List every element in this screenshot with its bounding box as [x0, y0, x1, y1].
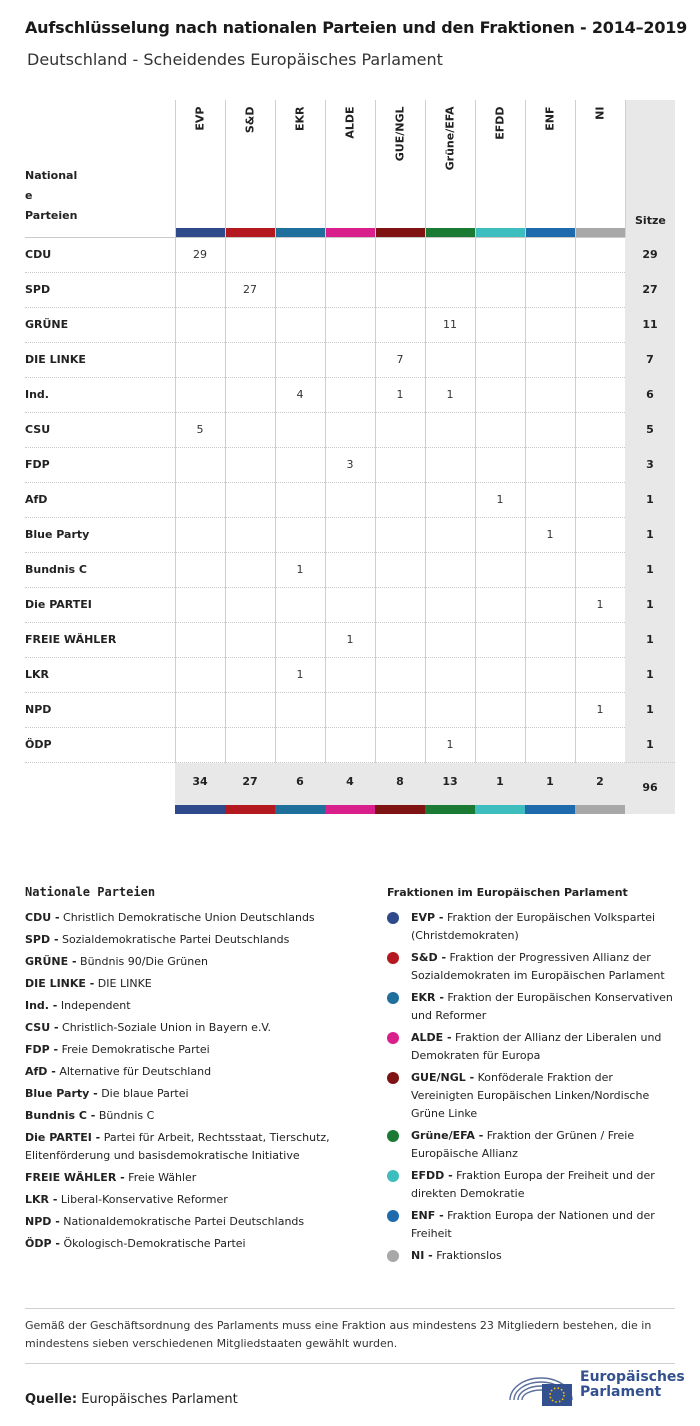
party-desc: Sozialdemokratische Partei Deutschlands: [58, 933, 290, 946]
group-color-dot-icon: [387, 1250, 399, 1262]
group-legend-item: [387, 1207, 677, 1243]
seat-cell: 1: [446, 738, 454, 751]
group-desc: Fraktion der Europäischen Konservativen und Reformer: [411, 991, 673, 1022]
group-color-dot-icon: [387, 912, 399, 924]
party-desc: Bündnis C: [95, 1109, 155, 1122]
party-abbr: AfD -: [25, 1065, 56, 1078]
group-legend-item: [387, 1029, 677, 1065]
seat-cell: 1: [596, 703, 604, 716]
seat-cell: 1: [296, 668, 304, 681]
party-desc: Bündnis 90/Die Grünen: [76, 955, 208, 968]
group-total: 4: [325, 763, 375, 805]
party-abbr: Ind. -: [25, 999, 58, 1012]
party-name: AfD: [25, 493, 48, 506]
group-header-5: [425, 100, 475, 237]
seat-cell: 1: [546, 528, 554, 541]
group-header-label: S&D: [243, 106, 257, 134]
table-row: [25, 552, 675, 587]
party-name: FDP: [25, 458, 50, 471]
page-subtitle: Deutschland - Scheidendes Europäisches Parlament: [27, 50, 443, 69]
group-color-bar: [175, 805, 225, 814]
totals-row: [25, 762, 675, 813]
party-abbr: CSU -: [25, 1021, 59, 1034]
row-total: 1: [625, 517, 675, 553]
table-row: [25, 412, 675, 447]
party-legend-title: Nationale Parteien: [25, 885, 156, 899]
group-color-dot-icon: [387, 1032, 399, 1044]
group-color-bar: [425, 805, 475, 814]
row-total: 6: [625, 377, 675, 413]
party-legend-item: [25, 953, 365, 971]
group-color-dot-icon: [387, 952, 399, 964]
party-name: LKR: [25, 668, 50, 681]
group-total: 1: [475, 763, 525, 805]
group-legend-item: [387, 909, 677, 945]
seat-cell: 7: [396, 353, 404, 366]
seat-cell: 29: [193, 248, 207, 261]
party-abbr: GRÜNE -: [25, 955, 77, 968]
group-color-dot-icon: [387, 1072, 399, 1084]
row-header-label: National e Parteien: [25, 169, 78, 222]
seat-cell: 4: [296, 388, 304, 401]
party-name: DIE LINKE: [25, 353, 86, 366]
seat-cell: 11: [443, 318, 457, 331]
group-legend-item: [387, 1069, 677, 1123]
group-color-dot-icon: [387, 1130, 399, 1142]
party-legend-item: [25, 1191, 365, 1209]
group-abbr: ENF -: [411, 1209, 444, 1222]
group-abbr: GUE/NGL -: [411, 1071, 475, 1084]
group-desc: Fraktion der Grünen / Freie Europäische Allianz: [411, 1129, 635, 1160]
group-color-bar: [275, 228, 325, 237]
group-color-bar: [225, 805, 275, 814]
group-header-label: GUE/NGL: [393, 106, 407, 162]
group-header-3: [325, 100, 375, 237]
party-abbr: NPD -: [25, 1215, 60, 1228]
table-body: [25, 237, 675, 762]
row-total: 3: [625, 447, 675, 483]
party-name: NPD: [25, 703, 52, 716]
seat-cell: 1: [296, 563, 304, 576]
party-abbr: FREIE WÄHLER -: [25, 1171, 125, 1184]
row-total: 1: [625, 587, 675, 623]
seat-cell: 3: [346, 458, 354, 471]
source-label: Quelle:: [25, 1392, 78, 1407]
group-abbr: Grüne/EFA -: [411, 1129, 484, 1142]
table-row: [25, 307, 675, 342]
seat-cell: 1: [446, 388, 454, 401]
row-total: 1: [625, 692, 675, 728]
party-desc: Ökologisch-Demokratische Partei: [59, 1237, 246, 1250]
total-column-header: [625, 100, 675, 237]
party-name: CDU: [25, 248, 52, 261]
group-color-bar: [425, 228, 475, 237]
group-total: 13: [425, 763, 475, 805]
row-total: 7: [625, 342, 675, 378]
party-abbr: DIE LINKE -: [25, 977, 95, 990]
group-abbr: EVP -: [411, 911, 444, 924]
party-abbr: Blue Party -: [25, 1087, 98, 1100]
party-name: Ind.: [25, 388, 49, 401]
page-title: Aufschlüsselung nach nationalen Parteien und den Fraktionen - 2014–2019: [25, 18, 688, 37]
group-color-bar: [525, 805, 575, 814]
party-abbr: LKR -: [25, 1193, 58, 1206]
group-color-bar: [525, 228, 575, 237]
logo-line-1: Europäisches: [580, 1369, 685, 1385]
party-legend-item: [25, 1041, 365, 1059]
group-legend-title: Fraktionen im Europäischen Parlament: [387, 886, 628, 899]
party-name: Die PARTEI: [25, 598, 92, 611]
row-total: 1: [625, 622, 675, 658]
group-desc: Fraktionslos: [432, 1249, 502, 1262]
group-total: 34: [175, 763, 225, 805]
party-name: SPD: [25, 283, 51, 296]
group-abbr: NI -: [411, 1249, 433, 1262]
party-desc: Partei für Arbeit, Rechtsstaat, Tierschutz, Elitenförderung und basisdemokratische Initiative: [25, 1131, 330, 1162]
group-color-bar: [325, 805, 375, 814]
group-legend: [387, 886, 677, 1269]
party-legend: [25, 885, 365, 1257]
party-legend-item: [25, 909, 365, 927]
party-desc: Freie Wähler: [124, 1171, 197, 1184]
party-desc: Freie Demokratische Partei: [58, 1043, 210, 1056]
group-header-label: ENF: [543, 106, 557, 131]
group-color-bar: [325, 228, 375, 237]
party-abbr: FDP -: [25, 1043, 59, 1056]
row-total: 1: [625, 552, 675, 588]
group-legend-item: [387, 949, 677, 985]
group-abbr: EFDD -: [411, 1169, 453, 1182]
group-color-bar: [575, 805, 625, 814]
logo-line-2: Parlament: [580, 1384, 662, 1400]
party-name: Blue Party: [25, 528, 90, 541]
party-desc: Independent: [57, 999, 131, 1012]
source-line: [25, 1392, 238, 1407]
row-total: 11: [625, 307, 675, 343]
seat-cell: 1: [596, 598, 604, 611]
table-header: [25, 100, 675, 237]
party-legend-item: [25, 1019, 365, 1037]
group-legend-item: [387, 1167, 677, 1203]
table-row: [25, 727, 675, 762]
group-color-bar: [375, 805, 425, 814]
group-header-2: [275, 100, 325, 237]
group-header-8: [575, 100, 625, 237]
party-desc: Die blaue Partei: [97, 1087, 189, 1100]
table-row: [25, 342, 675, 377]
group-color-bar: [475, 228, 525, 237]
row-total: 1: [625, 727, 675, 763]
party-desc: Alternative für Deutschland: [55, 1065, 212, 1078]
seat-cell: 1: [496, 493, 504, 506]
table-row: [25, 657, 675, 692]
logo-text: [580, 1370, 685, 1400]
seat-cell: 1: [346, 633, 354, 646]
table-row: [25, 517, 675, 552]
party-legend-item: [25, 1107, 365, 1125]
party-desc: Liberal-Konservative Reformer: [57, 1193, 228, 1206]
party-legend-item: [25, 1063, 365, 1081]
group-header-label: NI: [593, 106, 607, 120]
ep-logo: [508, 1369, 685, 1410]
table-row: [25, 692, 675, 727]
party-name: Bundnis C: [25, 563, 87, 576]
party-legend-item: [25, 975, 365, 993]
table-row: [25, 272, 675, 307]
group-color-bar: [175, 228, 225, 237]
table-row: [25, 377, 675, 412]
group-header-7: [525, 100, 575, 237]
group-desc: Konföderale Fraktion der Vereinigten Europäischen Linken/Nordische Grüne Linke: [411, 1071, 650, 1120]
party-name: GRÜNE: [25, 318, 69, 331]
group-abbr: EKR -: [411, 991, 444, 1004]
party-legend-item: [25, 1169, 365, 1187]
party-name: FREIE WÄHLER: [25, 633, 117, 646]
group-header-4: [375, 100, 425, 237]
party-desc: Christlich-Soziale Union in Bayern e.V.: [58, 1021, 272, 1034]
party-desc: DIE LINKE: [94, 977, 152, 990]
party-legend-item: [25, 1085, 365, 1103]
row-total: 1: [625, 482, 675, 518]
group-desc: Fraktion der Europäischen Volkspartei (Christdemokraten): [411, 911, 656, 942]
group-color-bar: [475, 805, 525, 814]
group-total: 2: [575, 763, 625, 805]
group-legend-item: [387, 1247, 677, 1265]
group-total: 1: [525, 763, 575, 805]
group-color-bar: [275, 805, 325, 814]
source-value: Europäisches Parlament: [77, 1392, 238, 1407]
seat-cell: 27: [243, 283, 257, 296]
group-header-6: [475, 100, 525, 237]
parliament-emblem-icon: [508, 1370, 574, 1410]
total-header-label: Sitze: [635, 214, 666, 227]
row-total: 29: [625, 237, 675, 273]
row-total: 1: [625, 657, 675, 693]
group-color-dot-icon: [387, 1210, 399, 1222]
table-row: [25, 447, 675, 482]
seat-cell: 1: [396, 388, 404, 401]
group-header-label: EKR: [293, 106, 307, 132]
party-abbr: CDU -: [25, 911, 60, 924]
group-total: 6: [275, 763, 325, 805]
group-legend-item: [387, 989, 677, 1025]
group-header-label: EFDD: [493, 106, 507, 140]
party-legend-item: [25, 1129, 365, 1165]
table-row: [25, 622, 675, 657]
grand-total: 96: [625, 763, 675, 814]
party-legend-item: [25, 931, 365, 949]
group-abbr: ALDE -: [411, 1031, 452, 1044]
group-desc: Fraktion Europa der Freiheit und der direkten Demokratie: [411, 1169, 655, 1200]
party-abbr: Bundnis C -: [25, 1109, 96, 1122]
group-header-1: [225, 100, 275, 237]
group-total: 8: [375, 763, 425, 805]
table-row: [25, 482, 675, 517]
party-abbr: SPD -: [25, 933, 59, 946]
seat-cell: 5: [196, 423, 204, 436]
group-desc: Fraktion der Allianz der Liberalen und Demokraten für Europa: [411, 1031, 662, 1062]
group-header-label: ALDE: [343, 106, 357, 139]
party-desc: Nationaldemokratische Partei Deutschlands: [59, 1215, 305, 1228]
group-desc: Fraktion der Progressiven Allianz der Sozialdemokraten im Europäischen Parlament: [411, 951, 665, 982]
party-name: ÖDP: [25, 738, 52, 751]
group-header-0: [175, 100, 225, 237]
party-abbr: ÖDP -: [25, 1237, 60, 1250]
table-row: [25, 587, 675, 622]
group-color-bar: [225, 228, 275, 237]
party-legend-item: [25, 1213, 365, 1231]
party-desc: Christlich Demokratische Union Deutschlands: [59, 911, 315, 924]
group-color-bar: [375, 228, 425, 237]
footnote: Gemäß der Geschäftsordnung des Parlaments muss eine Fraktion aus mindestens 23 Mitgliedern bestehen, die in mindestens sieben verschiedenen Mitgliedstaaten gewählt wurden.: [25, 1308, 675, 1364]
party-name: CSU: [25, 423, 51, 436]
group-legend-item: [387, 1127, 677, 1163]
party-legend-item: [25, 1235, 365, 1253]
party-abbr: Die PARTEI -: [25, 1131, 101, 1144]
group-abbr: S&D -: [411, 951, 447, 964]
row-total: 27: [625, 272, 675, 308]
group-header-label: EVP: [193, 106, 207, 131]
group-total: 27: [225, 763, 275, 805]
group-color-bar: [575, 228, 625, 237]
group-color-dot-icon: [387, 1170, 399, 1182]
group-desc: Fraktion Europa der Nationen und der Freiheit: [411, 1209, 655, 1240]
party-legend-item: [25, 997, 365, 1015]
group-header-label: Grüne/EFA: [443, 106, 457, 171]
group-color-dot-icon: [387, 992, 399, 1004]
table-row: [25, 237, 675, 272]
row-total: 5: [625, 412, 675, 448]
